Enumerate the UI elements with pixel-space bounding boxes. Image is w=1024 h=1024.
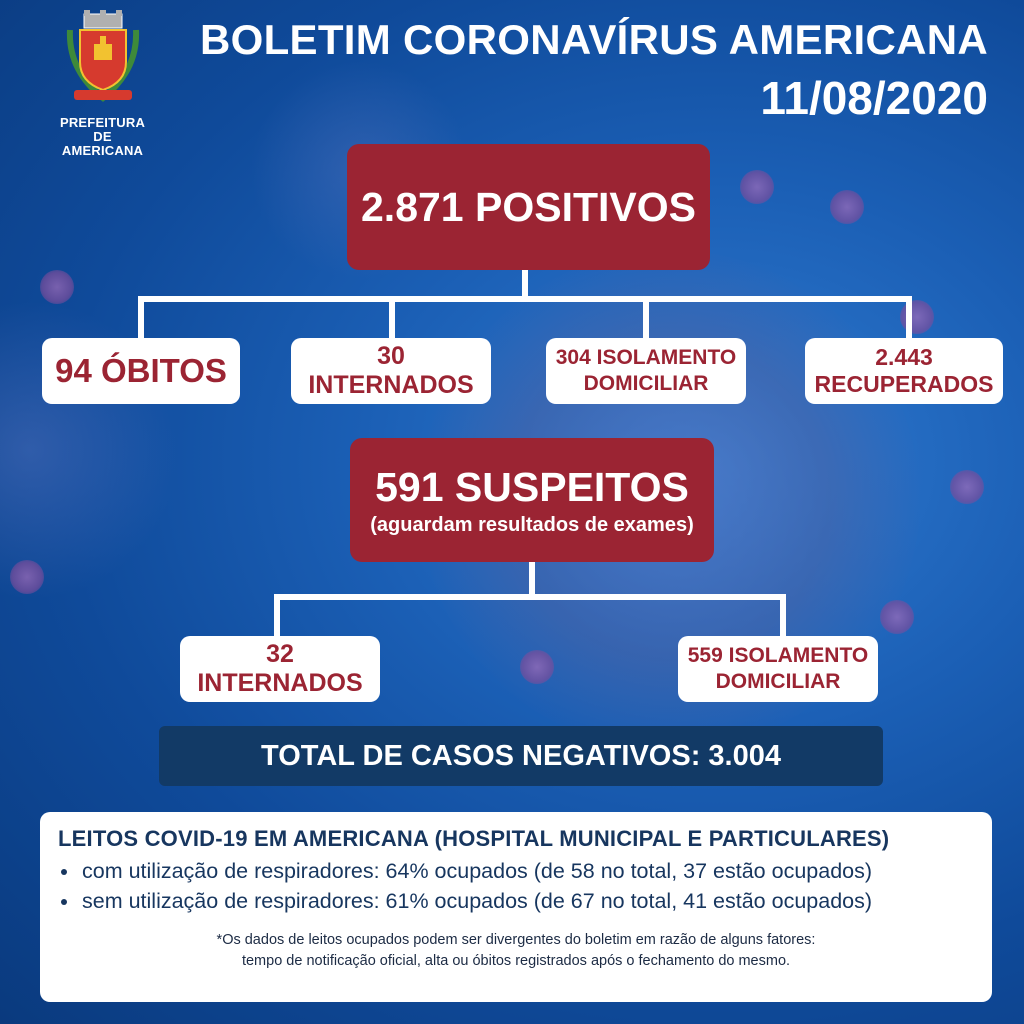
footnote-line2: tempo de notificação oficial, alta ou óbitos registrados após o fechamento do mesmo. — [241, 953, 791, 969]
logo-text-line1: PREFEITURA — [59, 115, 146, 130]
leitos-item-sem-respiradores: • sem utilização de respiradores: 61% ocupados (de 67 no total, 41 estão ocupados) — [80, 886, 974, 916]
suspeitos-total-box — [350, 438, 714, 562]
positivos-total-box — [347, 144, 710, 270]
leitos-title: LEITOS COVID-19 EM AMERICANA (HOSPITAL MUNICIPAL E PARTICULARES) — [58, 826, 890, 851]
background-virus-spike — [10, 560, 44, 594]
connector-line — [138, 296, 912, 302]
positivos-isolamento-line1: 304 ISOLAMENTO — [555, 346, 737, 369]
coat-of-arms-icon — [60, 10, 146, 106]
suspeitos-isolamento-line1: 559 ISOLAMENTO — [687, 644, 869, 667]
leitos-info-panel — [40, 812, 992, 1002]
suspeitos-subtitle: (aguardam resultados de exames) — [370, 514, 694, 536]
background-virus-spike — [880, 600, 914, 634]
suspeitos-total-label: 591 SUSPEITOS — [375, 464, 689, 510]
positivos-internados-label: 30 INTERNADOS — [308, 342, 474, 399]
connector-line — [780, 594, 786, 638]
leitos-footnote — [58, 930, 974, 972]
positivos-internados-box — [291, 338, 491, 404]
recuperados-box — [805, 338, 1003, 404]
footnote-line1: *Os dados de leitos ocupados podem ser divergentes do boletim em razão de alguns fatores: — [216, 932, 816, 948]
title-line: BOLETIM CORONAVÍRUS AMERICANA — [199, 16, 988, 63]
connector-line — [389, 296, 395, 340]
background-virus-spike — [950, 470, 984, 504]
connector-line — [138, 296, 144, 340]
negativos-box — [159, 726, 883, 786]
positivos-isolamento-line2: DOMICILIAR — [583, 372, 709, 395]
recuperados-label: RECUPERADOS — [814, 371, 994, 397]
leitos-list — [58, 856, 974, 916]
connector-line — [274, 594, 280, 638]
positivos-total-label: 2.871 POSITIVOS — [361, 183, 696, 230]
background-virus-spike — [40, 270, 74, 304]
bulletin-date: 11/08/2020 — [760, 72, 988, 124]
connector-line — [643, 296, 649, 340]
obitos-box — [42, 338, 240, 404]
connector-line — [274, 594, 786, 600]
obitos-label: 94 ÓBITOS — [55, 352, 227, 389]
leitos-item-com-respiradores: • com utilização de respiradores: 64% ocupados (de 58 no total, 37 estão ocupados) — [80, 856, 974, 886]
negativos-label: TOTAL DE CASOS NEGATIVOS: 3.004 — [261, 739, 781, 772]
background-virus-spike — [740, 170, 774, 204]
prefeitura-logo — [55, 10, 150, 158]
background-virus-spike — [520, 650, 554, 684]
suspeitos-internados-label: 32 INTERNADOS — [197, 640, 363, 697]
connector-line — [906, 296, 912, 340]
logo-text-line2: DE AMERICANA — [61, 129, 144, 158]
suspeitos-isolamento-line2: DOMICILIAR — [715, 670, 841, 693]
connector-line — [529, 562, 535, 598]
background-virus-spike — [830, 190, 864, 224]
bulletin-title — [200, 12, 988, 128]
suspeitos-internados-box — [180, 636, 380, 702]
recuperados-value: 2.443 — [875, 344, 933, 370]
suspeitos-isolamento-box — [678, 636, 878, 702]
positivos-isolamento-box — [546, 338, 746, 404]
